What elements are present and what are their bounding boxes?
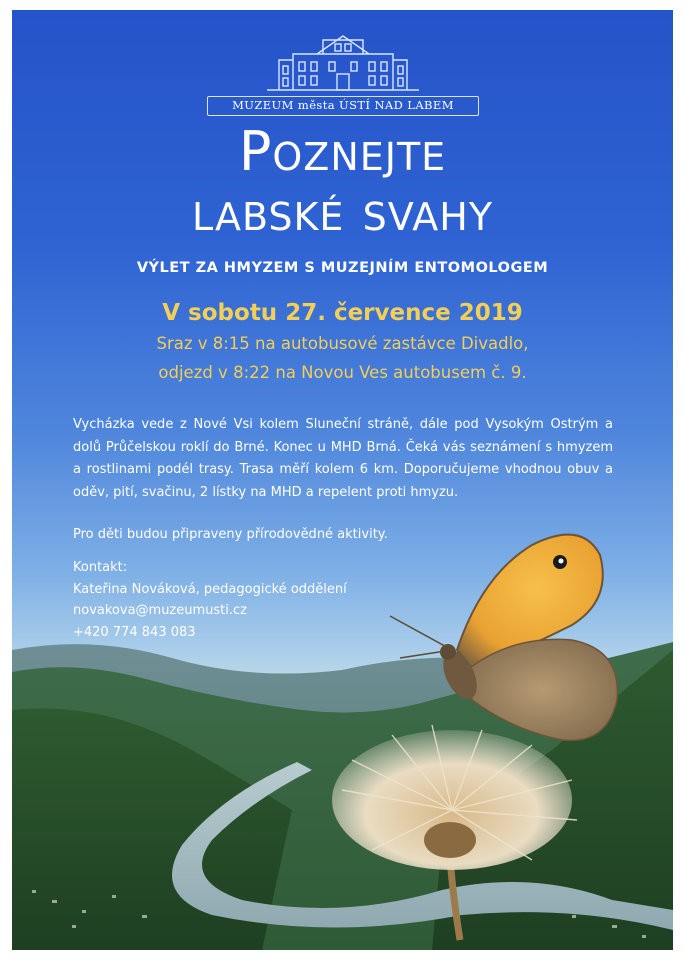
event-description: Vycházka vede z Nové Vsi kolem Sluneční stráně, dále pod Vysokým Ostrým a dolů Průčelskou roklí do Brné. Konec u MHD Brná. Čeká vás seznámení s hmyzem a rostlinami podél trasy. Trasa měří kolem 6 km. Doporučujeme vhodnou obuv a oděv, pití, svačinu, 2 lístky na MHD a repelent proti hmyzu.	[73, 417, 613, 500]
museum-logo	[207, 34, 479, 118]
poster-title-line1: Poznejte	[238, 120, 447, 183]
event-date: V sobotu 27. července 2019	[162, 300, 523, 326]
meeting-info-line1: Sraz v 8:15 na autobusové zastávce Divadlo,	[156, 334, 529, 353]
poster-subtitle: VÝLET ZA HMYZEM S MUZEJNÍM ENTOMOLOGEM	[136, 260, 549, 276]
contact-email[interactable]: novakova@muzeumusti.cz	[73, 603, 247, 618]
museum-name: MUZEUM města ÚSTÍ NAD LABEM	[207, 96, 479, 116]
museum-building-icon	[207, 34, 479, 94]
contact-name: Kateřina Nováková, pedagogické oddělení	[73, 581, 347, 597]
meeting-info-line2: odjezd v 8:22 na Novou Ves autobusem č. 9.	[158, 363, 527, 382]
contact-heading: Kontakt:	[73, 560, 128, 575]
kids-note: Pro děti budou připraveny přírodovědné aktivity.	[73, 527, 388, 542]
contact-block	[73, 557, 433, 643]
event-poster	[12, 10, 673, 950]
contact-phone[interactable]: +420 774 843 083	[73, 624, 196, 640]
poster-title-line2: labské svahy	[191, 180, 494, 243]
